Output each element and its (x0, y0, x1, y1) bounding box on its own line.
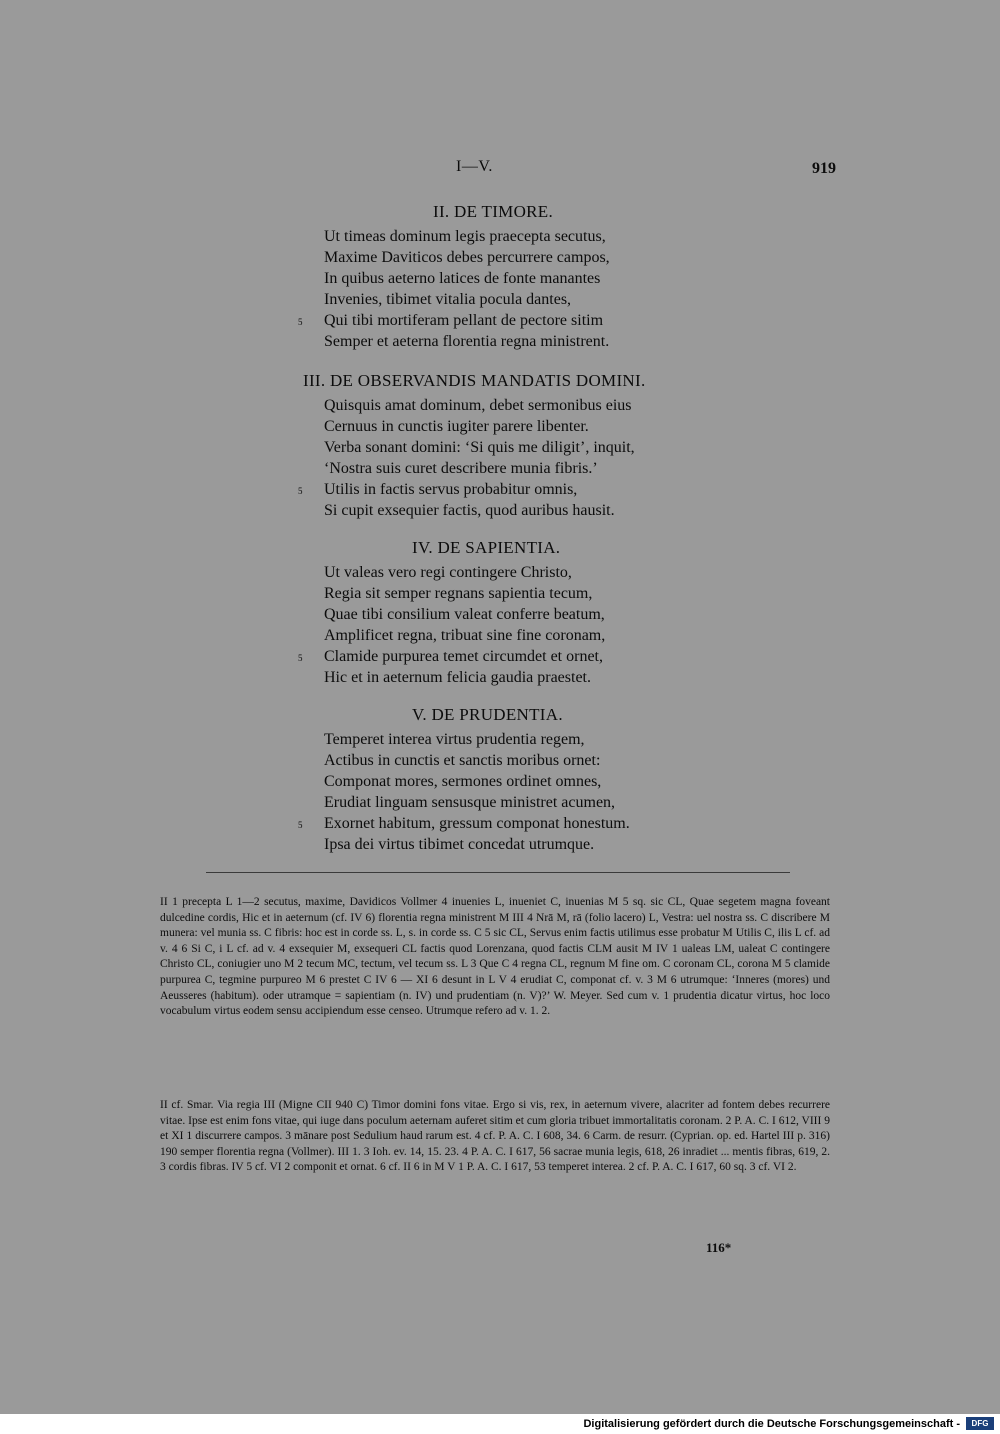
verse-block-v (324, 729, 630, 855)
verse-block-iii (324, 395, 635, 521)
line-number: 5 (298, 820, 303, 830)
section-title-iv: IV. DE SAPIENTIA. (412, 538, 561, 557)
verse-line: Si cupit exsequier factis, quod auribus hausit. (324, 502, 615, 519)
verse-line: Cernuus in cunctis iugiter parere libenter. (324, 418, 589, 435)
verse-line: Amplificet regna, tribuat sine fine coronam, (324, 627, 606, 644)
critical-apparatus-text: II 1 precepta L 1—2 secutus, maxime, Davidicos Vollmer 4 inuenies L, inueniet C, inuenias M 5 sq. sic CL, Quae segetem magna foveant dulcedine cordis, Hic et in aeternum (cf. IV 6) florentia regna ministrent M III 4 Nrā M, rā (folio lacero) L, Vestra: uel nostra ss. C discribere M munera: vel munia ss. C fibris: hoc est in corde ss. L, s. in corde ss. C 5 sic CL, Servus enim factis utilimus esse probatur M Utilis C, ilis L cf. ad v. 4 6 Si C, i L cf. ad v. 4 exsequier M, exsequeri CL factis quod Lorenzana, quod factis CLM ausit M IV 1 ualeas LM, ualeat C contingere Christo CL, coniugier uno M 2 tecum MC, tectum, vel tecum ss. L 3 Que C 4 regna CL, regnum M fine om. C coronam CL, corona M 5 clamide purpurea C, tegmine purpureo M 6 prestet C IV 6 — XI 6 desunt in L V 4 erudiat C, componat cf. v. 3 M 6 utrumque: ‘Inneres (mores) und Aeusseres (habitum). oder utramque = sapientiam (n. IV) und prudentiam (n. V)?’ W. Meyer. Sed cum v. 1 prudentia dicatur virtus, hoc loco vocabulum virtus eodem sensu accipiendum esse censeo. Utrumque refero ad v. 1. 2. (160, 896, 830, 1018)
verse-line: Clamide purpurea temet circumdet et ornet, (324, 648, 603, 665)
verse-line: In quibus aeterno latices de fonte manantes (324, 270, 601, 287)
source-apparatus (160, 1098, 830, 1176)
verse-line: Maxime Daviticos debes percurrere campos, (324, 249, 610, 266)
verse-line: Semper et aeterna florentia regna ministrent. (324, 333, 610, 350)
page-number: 919 (812, 160, 836, 177)
verse-line: Componat mores, sermones ordinet omnes, (324, 773, 602, 790)
verse-line: Quae tibi consilium valeat conferre beatum, (324, 606, 605, 623)
section-title-ii: II. DE TIMORE. (433, 202, 554, 221)
section-title-iii: III. DE OBSERVANDIS MANDATIS DOMINI. (303, 371, 646, 390)
verse-line: Ipsa dei virtus tibimet concedat utrumque. (324, 836, 595, 853)
signature-mark: 116* (706, 1240, 732, 1255)
verse-line: Erudiat linguam sensusque ministret acumen, (324, 794, 616, 811)
footer-text: Digitalisierung gefördert durch die Deutsche Forschungsgemeinschaft - (583, 1418, 960, 1430)
verse-line: Ut valeas vero regi contingere Christo, (324, 564, 572, 581)
verse-line: Qui tibi mortiferam pellant de pectore sitim (324, 312, 604, 329)
verse-line: Hic et in aeternum felicia gaudia praestet. (324, 669, 591, 686)
footer-bar (0, 1414, 1000, 1434)
verse-line: Regia sit semper regnans sapientia tecum, (324, 585, 593, 602)
line-number: 5 (298, 317, 303, 327)
verse-line: Quisquis amat dominum, debet sermonibus eius (324, 397, 632, 414)
verse-line: Temperet interea virtus prudentia regem, (324, 731, 585, 748)
line-number: 5 (298, 653, 303, 663)
verse-block-ii (324, 226, 610, 352)
source-apparatus-text: II cf. Smar. Via regia III (Migne CII 940 C) Timor domini fons vitae. Ergo si vis, rex, in aeternum vivere, alacriter ad fontem debes recurrere vitae. Ipse est enim fons vitae, qui iuge dans poculum aeternam auferet sitim et cum gloria tribuet immortalitatis coronam. 2 P. A. C. I 612, VIII 9 et XI 1 discurrere campos. 3 mānare post Sedulium haud rarum est. 4 cf. P. A. C. I 608, 34. 6 Carm. de resurr. (Cyprian. op. ed. Hartel III p. 316) 190 semper florentia regna (Vollmer). III 1. 3 Ioh. ev. 14, 15. 23. 4 P. A. C. I 617, 56 sacrae munia legis, 618, 26 inradiet ... mentis fibras, 619, 2. 3 cordis fibras. IV 5 cf. VI 2 componit et ornat. 6 cf. II 6 in M V 1 P. A. C. I 617, 53 temperet interea. 2 cf. P. A. C. I 617, 60 sq. 3 cf. VI 2. (160, 1099, 830, 1174)
section-title-v: V. DE PRUDENTIA. (412, 705, 563, 724)
critical-apparatus (160, 895, 830, 1020)
verse-line: Exornet habitum, gressum componat honestum. (324, 815, 630, 832)
verse-line: Ut timeas dominum legis praecepta secutus, (324, 228, 606, 245)
verse-line: ‘Nostra suis curet describere munia fibris.’ (324, 460, 598, 477)
verse-line: Invenies, tibimet vitalia pocula dantes, (324, 291, 572, 308)
verse-line: Verba sonant domini: ‘Si quis me diligit’, inquit, (324, 439, 635, 456)
verse-line: Utilis in factis servus probabitur omnis, (324, 481, 578, 498)
footnote-rule (206, 872, 790, 873)
dfg-logo-icon: DFG (966, 1417, 994, 1430)
verse-block-iv (324, 562, 605, 688)
line-number: 5 (298, 486, 303, 496)
running-head: I—V. (456, 158, 493, 175)
verse-line: Actibus in cunctis et sanctis moribus ornet: (324, 752, 601, 769)
